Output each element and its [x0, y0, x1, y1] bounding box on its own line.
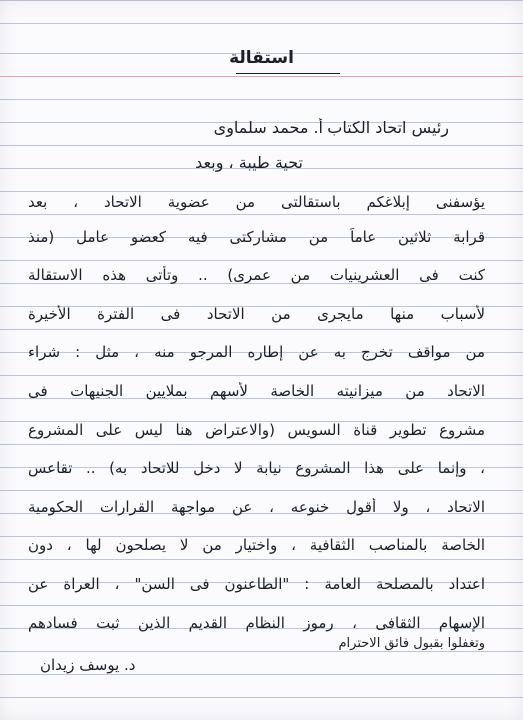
body-line: الإسهام الثقافى ، رموز النظام القديم الذين ثبت فسادهم: [28, 614, 485, 632]
body-line: لأسباب منها مايجرى من الاتحاد فى الفترة الأخيرة: [28, 305, 485, 323]
body-line: اعتداد بالمصلحة العامة : "الطاعنون فى السن" ، العراة عن: [28, 575, 485, 593]
signature: د. يوسف زيدان: [40, 656, 136, 674]
body-line: الاتحاد من ميزانيته الخاصة لأسهم بملايين الجنيهات فى: [28, 382, 485, 400]
body-line: الاتحاد ، ولا أقول خنوعه ، عن مواجهة القرارات الحكومية: [28, 498, 485, 516]
greeting-line: تحية طيبة ، وبعد: [195, 153, 303, 172]
body-line: قرابة ثلاثين عاماً من مشاركتى فيه كعضو عامل (منذ: [28, 228, 485, 246]
body-line: يؤسفنى إبلاغكم باستقالتى من عضوية الاتحاد ، بعد: [28, 193, 485, 211]
addressee-role: رئيس اتحاد الكتاب: [327, 118, 449, 137]
closing-line: وتغفلوا بقبول فائق الاحترام: [338, 636, 485, 651]
body-line: مشروع تطوير قناة السويس (والاعتراض هنا ليس على المشروع: [28, 421, 485, 439]
body-line: الخاصة بالمناصب الثقافية ، واختيار من لا يصلحون لها ، دون: [28, 536, 485, 554]
margin-line: [0, 76, 523, 77]
letter-title: استقالة: [229, 48, 294, 68]
addressee-name: أ. محمد سلماوى: [213, 118, 323, 137]
title-underline: [236, 73, 340, 74]
body-line: من مواقف تخرج به عن إطاره المرجو منه ، مثل : شراء: [28, 343, 485, 361]
body-line: كنت فى العشرينيات من عمرى) .. وتأتى هذه الاستقالة: [28, 266, 485, 284]
body-line: ، وإنما على هذا المشروع نيابة لا دخل للاتحاد به) .. تقاعس: [28, 459, 485, 477]
